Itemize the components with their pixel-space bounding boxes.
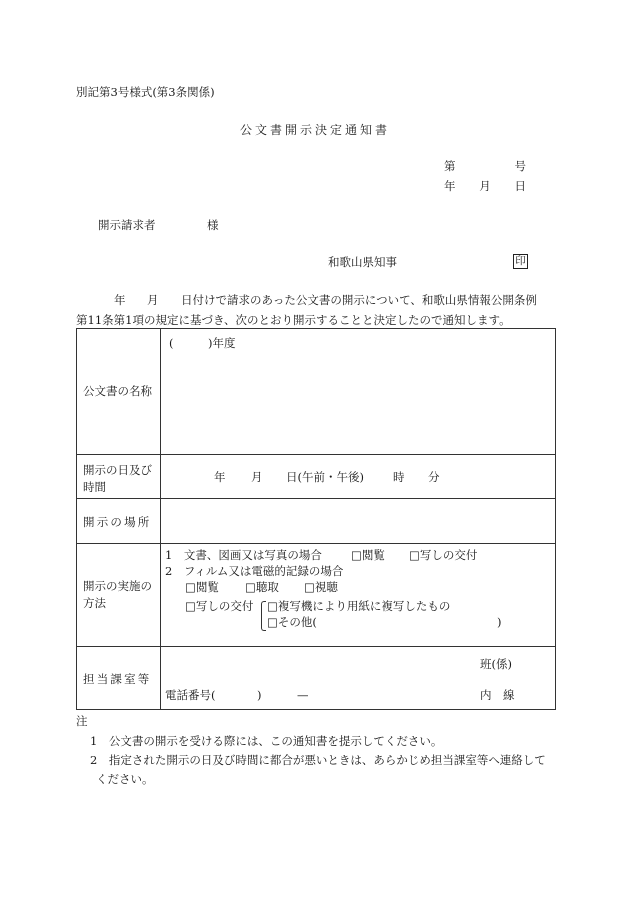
body-line1-rest: 日付けで請求のあった公文書の開示について、和歌山県情報公開条例 <box>181 293 537 307</box>
label-place: 開示の場所 <box>83 515 152 529</box>
number-go: 号 <box>514 159 526 173</box>
dt-minute: 分 <box>428 470 440 484</box>
copy-other-close-paren: ) <box>497 615 502 629</box>
item1-copy-checkbox[interactable]: □写しの交付 <box>409 548 478 562</box>
open-paren: ( <box>169 336 174 350</box>
label-method <box>83 578 152 611</box>
row-disclosure-datetime <box>77 454 555 499</box>
label-method-line1: 開示の実施の <box>83 579 152 593</box>
copy-photocopy-checkbox[interactable]: □複写機により用紙に複写したもの <box>267 599 451 613</box>
label-cell <box>77 544 161 647</box>
dt-hour: 時 <box>393 470 405 484</box>
form-label: 別記第3号様式(第3条関係) <box>76 85 215 99</box>
document-number-line <box>444 161 526 173</box>
contact-section: 班(係) <box>480 657 512 671</box>
label-datetime-line2: 時間 <box>83 479 106 494</box>
dt-month: 月 <box>251 470 263 484</box>
value-cell-method <box>161 544 555 647</box>
value-cell-contact[interactable] <box>161 647 555 710</box>
label-cell <box>77 455 161 499</box>
document-date-line <box>444 181 526 193</box>
contact-phone: 電話番号( <box>165 688 216 702</box>
row-document-name <box>77 329 555 454</box>
requester-label: 開示請求者 <box>98 218 156 232</box>
item2-watch-checkbox[interactable]: □視聴 <box>304 580 338 594</box>
issuer-name: 和歌山県知事 <box>328 255 397 269</box>
dt-day-ampm: 日(午前・午後) <box>286 470 364 484</box>
date-year: 年 <box>444 179 456 193</box>
options-bracket <box>261 601 266 631</box>
notes-heading: 注 <box>76 714 88 728</box>
body-year: 年 <box>114 293 126 307</box>
document-title: 公文書開示決定通知書 <box>239 123 390 137</box>
number-dai: 第 <box>444 159 456 173</box>
fiscal-year-suffix: )年度 <box>208 336 236 350</box>
label-document-name: 公文書の名称 <box>83 384 152 398</box>
note-2-line-1: 2 指定された開示の日及び時間に都合が悪いときは、あらかじめ担当課室等へ連絡して <box>90 753 546 767</box>
note-1: 1 公文書の開示を受ける際には、この通知書を提示してください。 <box>90 734 443 748</box>
label-datetime <box>83 462 152 495</box>
label-cell <box>77 647 161 710</box>
contact-phone-close: ) <box>257 688 262 702</box>
row-contact <box>77 646 555 710</box>
label-contact: 担当課室等 <box>83 672 152 686</box>
label-datetime-line1: 開示の日及び <box>83 463 152 477</box>
date-day: 日 <box>514 179 526 193</box>
value-cell-datetime[interactable] <box>161 455 555 499</box>
row-disclosure-method <box>77 543 555 647</box>
value-cell-place[interactable] <box>161 499 555 544</box>
body-month: 月 <box>147 293 159 307</box>
label-cell <box>77 329 161 454</box>
note-2-line-2: ください。 <box>96 772 154 786</box>
method-item1: 1 文書、図画又は写真の場合 <box>165 548 322 562</box>
body-text-line-2: 第11条第1項の規定に基づき、次のとおり開示することと決定したので通知します。 <box>76 313 511 327</box>
value-cell-document-name[interactable] <box>161 329 555 454</box>
label-method-line2: 方法 <box>83 595 106 610</box>
seal-mark: 印 <box>513 254 528 269</box>
method-item2: 2 フィルム又は電磁的記録の場合 <box>165 564 344 578</box>
disclosure-table <box>76 328 556 710</box>
date-month: 月 <box>479 179 491 193</box>
row-disclosure-place <box>77 498 555 544</box>
item2-copy-checkbox[interactable]: □写しの交付 <box>185 599 254 613</box>
requester-honorific: 様 <box>207 218 219 232</box>
copy-other-checkbox[interactable]: □その他( <box>267 615 317 629</box>
contact-extension: 内 線 <box>480 688 515 702</box>
label-cell <box>77 499 161 544</box>
item2-listen-checkbox[interactable]: □聴取 <box>245 580 279 594</box>
dt-year: 年 <box>214 470 226 484</box>
item2-view-checkbox[interactable]: □閲覧 <box>185 580 219 594</box>
item1-view-checkbox[interactable]: □閲覧 <box>351 548 385 562</box>
contact-phone-dash: — <box>297 688 309 702</box>
